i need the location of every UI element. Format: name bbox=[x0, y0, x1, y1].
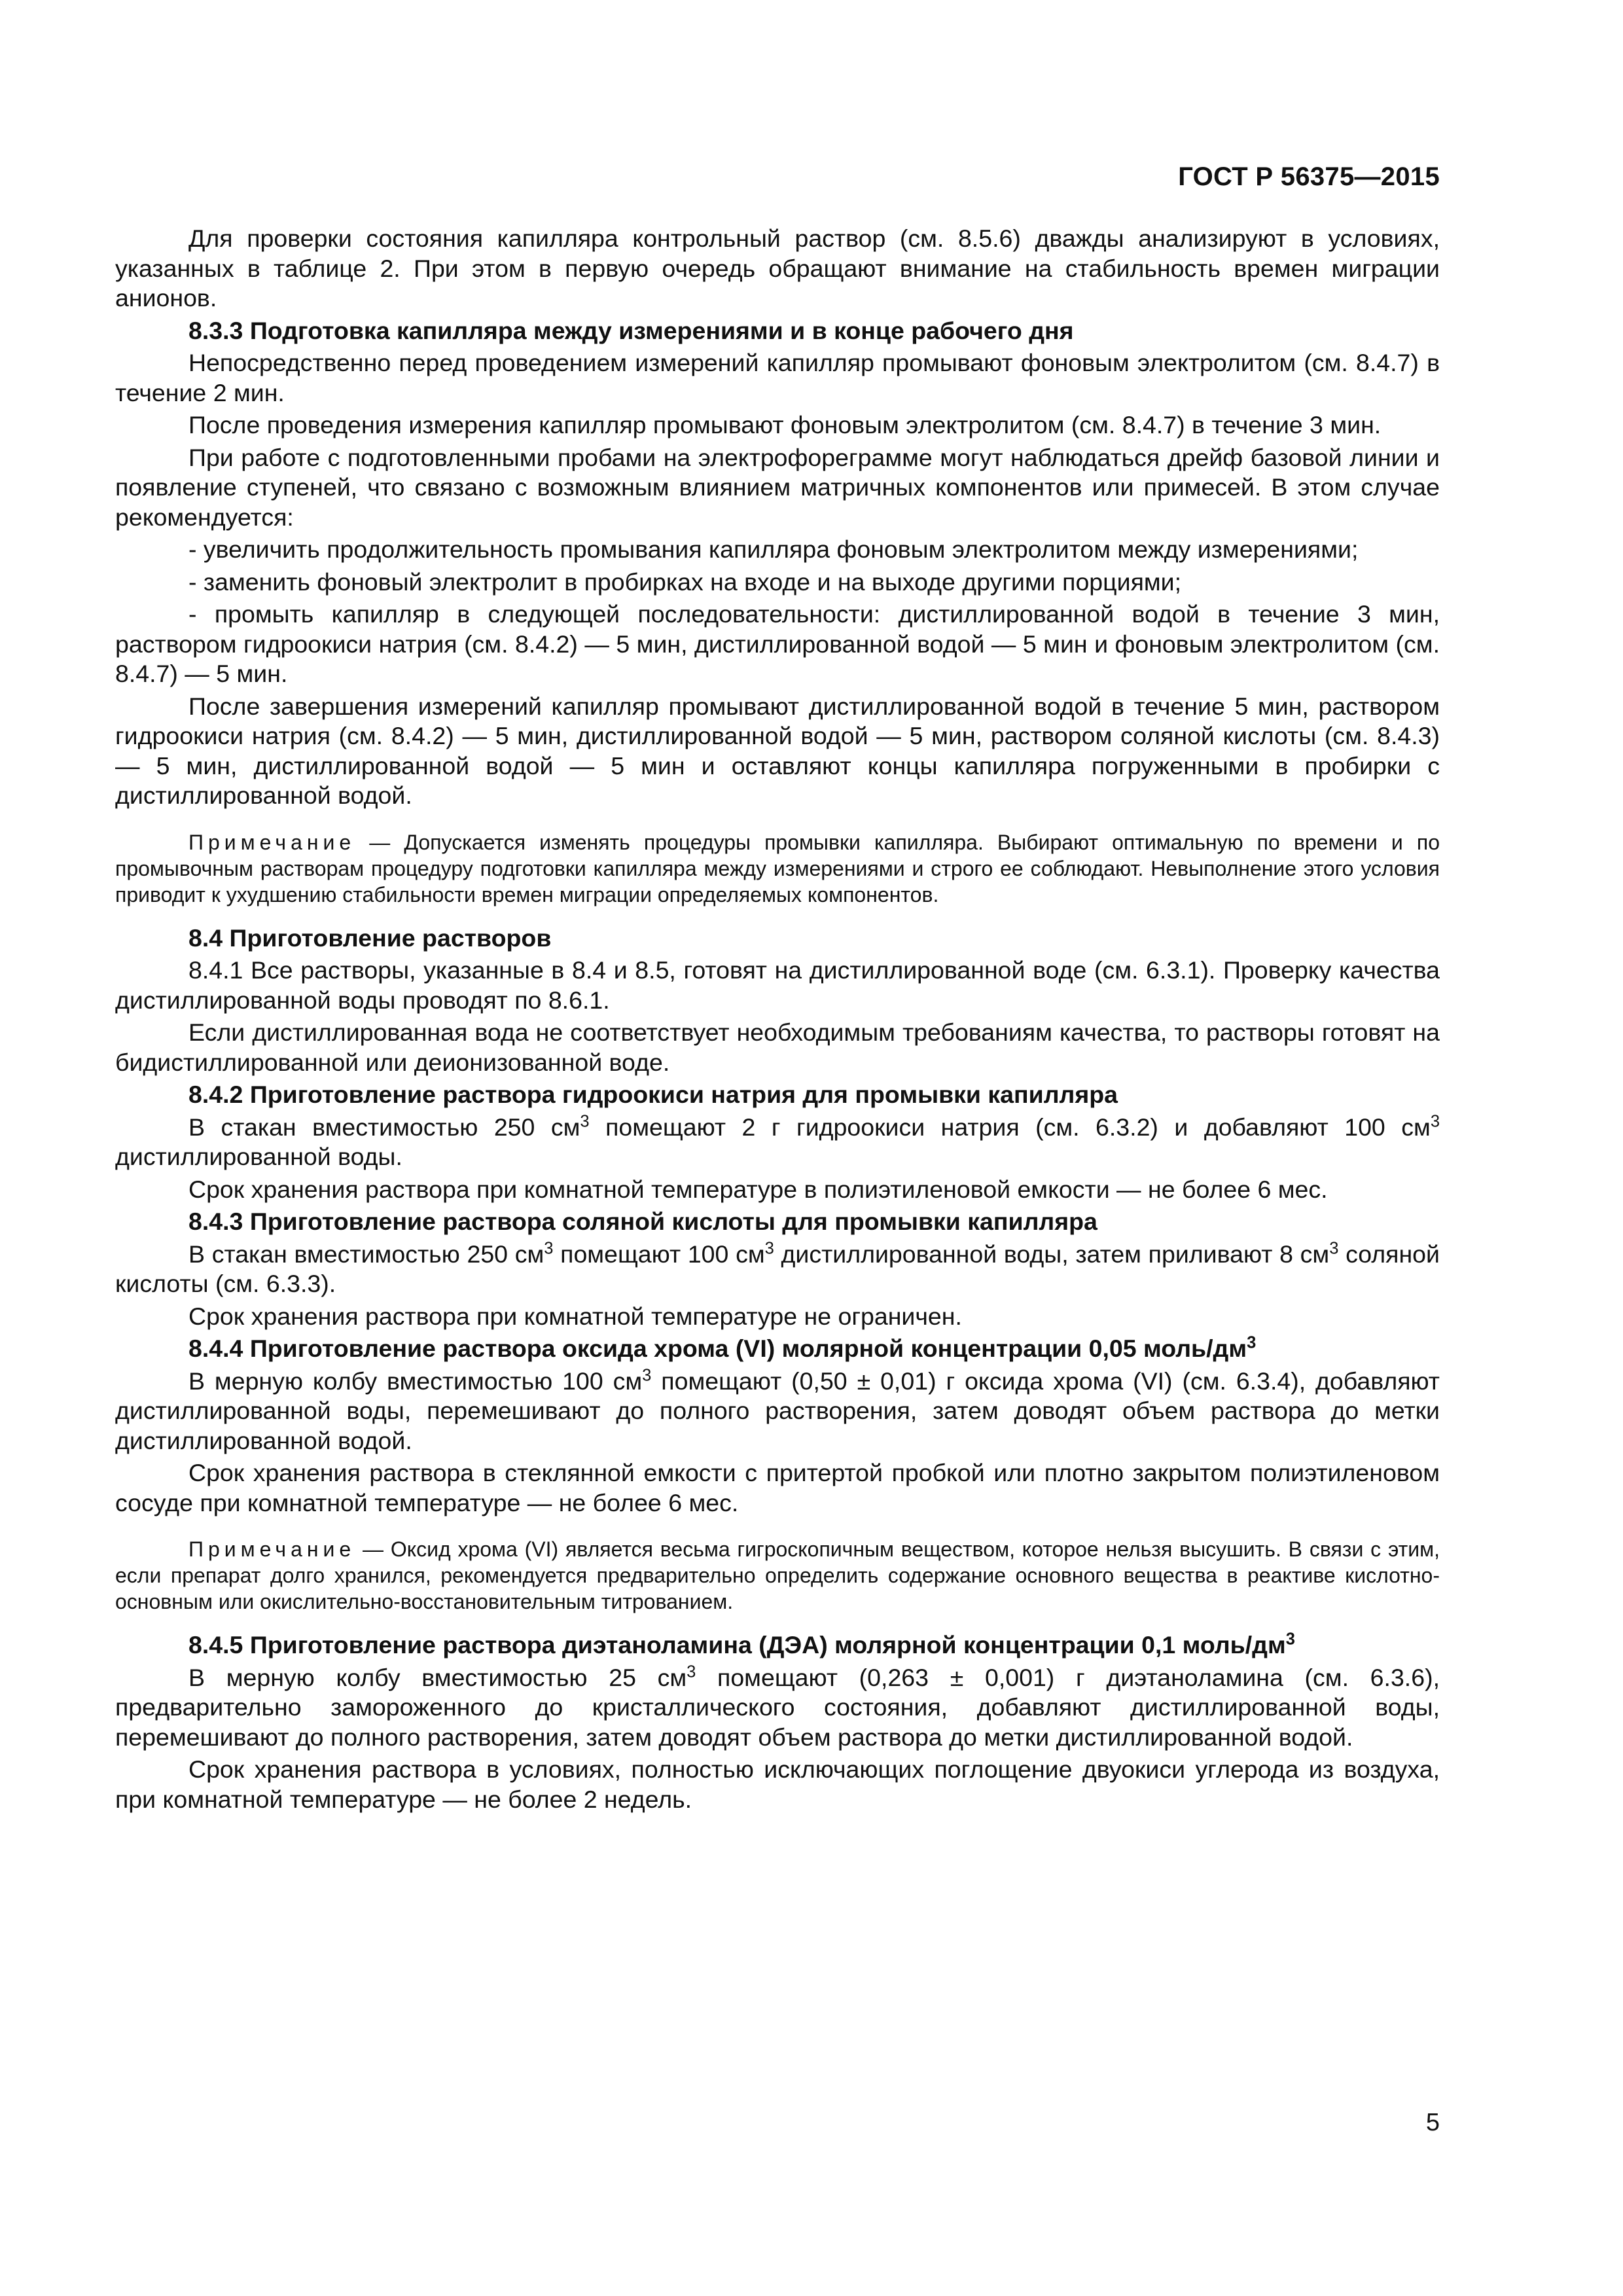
paragraph: В стакан вместимостью 250 $см^3$ помещают 2 г гидроокиси натрия (см. 6.3.2) и добавляют 100 $см^3$ дистиллированной воды. bbox=[115, 1112, 1440, 1170]
paragraph: В мерную колбу вместимостью 100 $см^3$ помещают (0,50 ± 0,01) г оксида хрома (VI) (см. 6.3.4), добавляют дистиллированной воды, перемешивают до полного растворения, затем доводят объем раствора до метки дистиллированной водой. bbox=[115, 1366, 1440, 1454]
paragraph: После проведения измерения капилляр промывают фоновым электролитом (см. 8.4.7) в течение 3 мин. bbox=[188, 411, 1382, 439]
paragraph: Срок хранения раствора при комнатной температуре не ограничен. bbox=[188, 1302, 962, 1330]
section-heading-8-4-3: 8.4.3 Приготовление раствора соляной кислоты для промывки капилляра bbox=[188, 1208, 1097, 1235]
paragraph: 8.4.1 Все растворы, указанные в 8.4 и 8.5, готовят на дистиллированной воде (см. 6.3.1). Проверку качества дистиллированной воды проводят по 8.6.1. bbox=[115, 956, 1440, 1014]
paragraph: Для проверки состояния капилляра контрольный раствор (см. 8.5.6) дважды анализируют в условиях, указанных в таблице 2. При этом в первую очередь обращают внимание на стабильность времен миграции анионов. bbox=[115, 224, 1440, 312]
note-text: — Допускается изменять процедуры промывки капилляра. Выбирают оптимальную по времени и по промывочным растворам процедуру подготовки капилляра между измерениями и строго ее соблюдают. Невыполнение этого условия приводит к ухудшению стабильности времен миграции определяемых компонентов. bbox=[115, 830, 1440, 906]
note-capillary-washing bbox=[115, 829, 1440, 908]
paragraph: Если дистиллированная вода не соответствует необходимым требованиям качества, то растворы готовят на бидистиллированной или деионизованной воде. bbox=[115, 1018, 1440, 1076]
note-label: Примечание bbox=[188, 1537, 356, 1561]
note-label: Примечание bbox=[188, 830, 356, 854]
note-text: — Оксид хрома (VI) является весьма гигроскопичным веществом, которое нельзя высушить. В связи с этим, если препарат долго хранился, рекомендуется предварительно определить содержание основного вещества в реактиве кислотно-основным или окислительно-восстановительным титрованием. bbox=[115, 1537, 1440, 1613]
section-heading-8-4-4: 8.4.4 Приготовление раствора оксида хрома (VI) молярной концентрации 0,05 моль/$дм^3$ bbox=[188, 1333, 1257, 1362]
paragraph: Срок хранения раствора в условиях, полностью исключающих поглощение двуокиси углерода из воздуха, при комнатной температуре — не более 2 недель. bbox=[115, 1755, 1440, 1813]
note-chromium-oxide bbox=[115, 1536, 1440, 1615]
list-item: - заменить фоновый электролит в пробирках на входе и на выходе другими порциями; bbox=[188, 567, 1182, 596]
paragraph: После завершения измерений капилляр промывают дистиллированной водой в течение 5 мин, раствором гидроокиси натрия (см. 8.4.2) — 5 мин, дистиллированной водой — 5 мин, раствором соляной кислоты (см. 8.4.3) — 5 мин, дистиллированной водой — 5 мин и оставляют концы капилляра погруженными в пробирки с дистиллированной водой. bbox=[115, 692, 1440, 809]
section-heading-8-3-3: 8.3.3 Подготовка капилляра между измерениями и в конце рабочего дня bbox=[188, 316, 1074, 344]
paragraph: Срок хранения раствора в стеклянной емкости с притертой пробкой или плотно закрытом полиэтиленовом сосуде при комнатной температуре — не более 6 мес. bbox=[115, 1459, 1440, 1516]
list-item: - увеличить продолжительность промывания капилляра фоновым электролитом между измерениями; bbox=[188, 535, 1359, 563]
page-number: 5 bbox=[1425, 2109, 1440, 2136]
document-code: ГОСТ Р 56375—2015 bbox=[1178, 162, 1440, 191]
list-item: - промыть капилляр в следующей последовательности: дистиллированной водой в течение 3 мин, раствором гидроокиси натрия (см. 8.4.2) — 5 мин, дистиллированной водой — 5 мин и фоновым электролитом (см. 8.4.7) — 5 мин. bbox=[115, 600, 1440, 687]
section-heading-8-4: 8.4 Приготовление растворов bbox=[188, 924, 552, 952]
section-heading-8-4-2: 8.4.2 Приготовление раствора гидроокиси натрия для промывки капилляра bbox=[188, 1081, 1118, 1108]
document-body bbox=[115, 224, 1440, 1817]
section-heading-8-4-5: 8.4.5 Приготовление раствора диэтаноламина (ДЭА) молярной концентрации 0,1 моль/$дм^3$ bbox=[188, 1630, 1295, 1659]
paragraph: Срок хранения раствора при комнатной температуре в полиэтиленовой емкости — не более 6 мес. bbox=[188, 1175, 1328, 1203]
paragraph: Непосредственно перед проведением измерений капилляр промывают фоновым электролитом (см. 8.4.7) в течение 2 мин. bbox=[115, 349, 1440, 406]
paragraph: В мерную колбу вместимостью 25 $см^3$ помещают (0,263 ± 0,001) г диэтаноламина (см. 6.3.6), предварительно замороженного до кристаллического состояния, добавляют дистиллированной воды, перемешивают до полного растворения, затем доводят объем раствора до метки дистиллированной водой. bbox=[115, 1662, 1440, 1751]
paragraph: В стакан вместимостью 250 $см^3$ помещают 100 $см^3$ дистиллированной воды, затем приливают 8 $см^3$ соляной кислоты (см. 6.3.3). bbox=[115, 1239, 1440, 1297]
paragraph: При работе с подготовленными пробами на электрофореграмме могут наблюдаться дрейф базовой линии и появление ступеней, что связано с возможным влиянием матричных компонентов или примесей. В этом случае рекомендуется: bbox=[115, 443, 1440, 531]
